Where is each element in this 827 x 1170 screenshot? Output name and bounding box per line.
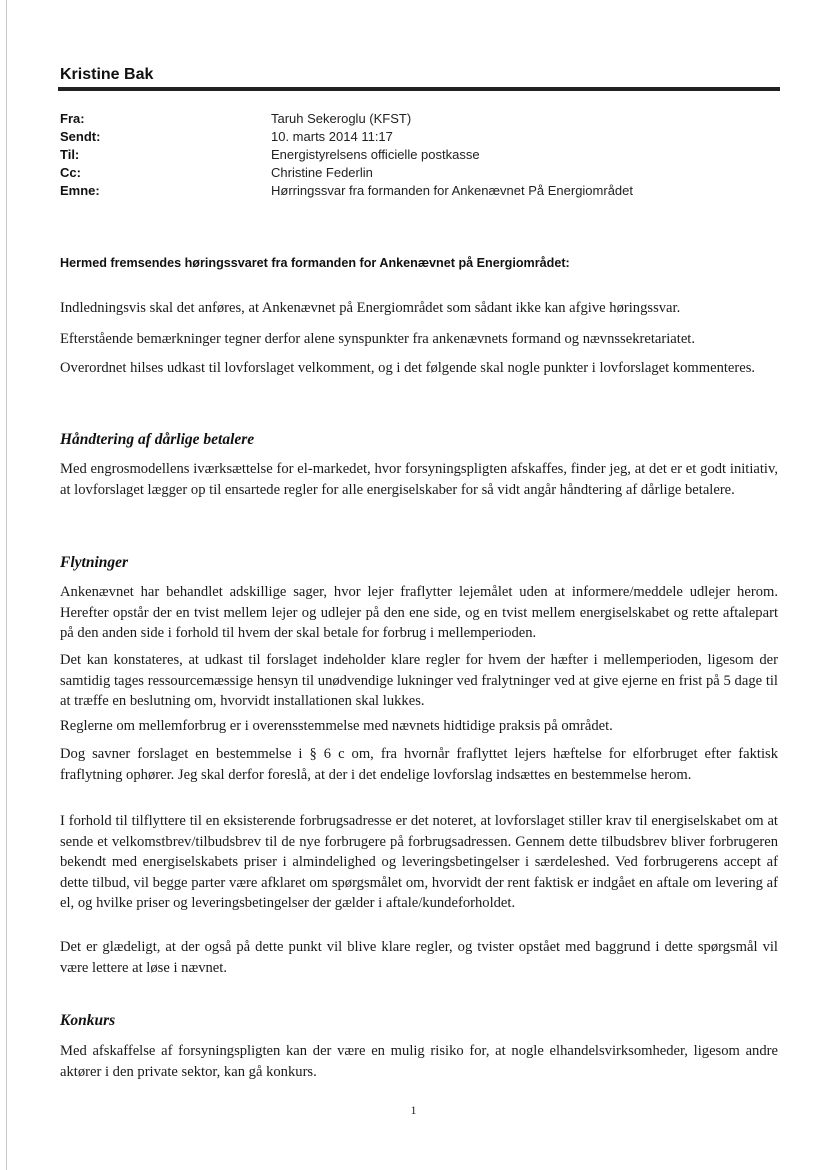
sent-label: Sendt: xyxy=(60,129,101,144)
intro-line: Hermed fremsendes høringssvaret fra formanden for Ankenævnet på Energiområdet: xyxy=(60,256,570,270)
paragraph-11: Med afskaffelse af forsyningspligten kan der være en mulig risiko for, at nogle elhandelsvirksomheder, ligesom andre aktører i den private sektor, kan gå konkurs. xyxy=(60,1043,778,1080)
paragraph-5: Ankenævnet har behandlet adskillige sager, hvor lejer fraflytter lejemålet uden at informere/meddele udlejer herom. Herefter opstår der en tvist mellem lejer og udlejer på den ene side, og en tvist mellem energiselskabet og rette aftalepart på den anden side i forhold til hvem der skal betale for forbrug i mellemperioden. xyxy=(60,584,778,641)
paragraph-8: Dog savner forslaget en bestemmelse i § 6 c om, fra hvornår fraflyttet lejers hæftelse for elforbruget efter faktisk fraflytning ophører. Jeg skal derfor foreslå, at der i det endelige lovforslag indsættes en bestemmelse herom. xyxy=(60,746,778,783)
cc-value: Christine Federlin xyxy=(271,165,373,180)
from-value: Taruh Sekeroglu (KFST) xyxy=(271,111,412,126)
paragraph-10: Det er glædeligt, at der også på dette punkt vil blive klare regler, og tvister opstået med baggrund i dette spørgsmål vil være lettere at løse i nævnet. xyxy=(60,939,778,976)
paragraph-4: Med engrosmodellens iværksættelse for el-markedet, hvor forsyningspligten afskaffes, finder jeg, at det er et godt initiativ, at lovforslaget lægger op til ensartede regler for alle energiselskaber for så vidt angår håndtering af dårlige betalere. xyxy=(60,461,778,498)
to-label: Til: xyxy=(60,147,80,162)
paragraph-1: Indledningsvis skal det anføres, at Ankenævnet på Energiområdet som sådant ikke kan afgive høringssvar. xyxy=(60,300,681,316)
heading-bad-payers: Håndtering af dårlige betalere xyxy=(60,431,255,448)
header-divider xyxy=(58,87,780,91)
from-label: Fra: xyxy=(60,111,85,126)
paragraph-6: Det kan konstateres, at udkast til forslaget indeholder klare regler for hvem der hæfter i mellemperioden, ligesom der samtidig tages ressourcemæssige hensyn til unødvendige lukninger ved fralytninger ved at give ejerne en frist på 5 dage til at træffe en beslutning om, hvorvidt installationen skal lukkes. xyxy=(60,652,778,709)
heading-moving: Flytninger xyxy=(60,554,129,571)
paragraph-7: Reglerne om mellemforbrug er i overensstemmelse med nævnets hidtidige praksis på området. xyxy=(60,718,613,734)
paragraph-3: Overordnet hilses udkast til lovforslaget velkomment, og i det følgende skal nogle punkter i lovforslaget kommenteres. xyxy=(60,360,756,376)
heading-bankruptcy: Konkurs xyxy=(60,1012,116,1029)
page-number: 1 xyxy=(410,1103,417,1117)
page-edge-line xyxy=(6,0,7,1170)
to-value: Energistyrelsens officielle postkasse xyxy=(271,147,480,162)
sent-value: 10. marts 2014 11:17 xyxy=(271,129,393,144)
sender-name: Kristine Bak xyxy=(60,66,154,83)
paragraph-2: Efterstående bemærkninger tegner derfor alene synspunkter fra ankenævnets formand og nævnssekretariatet. xyxy=(60,331,696,347)
paragraph-9: I forhold til tilflyttere til en eksisterende forbrugsadresse er det noteret, at lovforslaget stiller krav til energiselskabet om at sende et velkomstbrev/tilbudsbrev til de nye forbrugere på forbrugsadressen. Gennem dette tilbudsbrev bliver forbrugeren bekendt med energiselskabets priser i almindelighed og leveringsbetingelser i særdeleshed. Ved forbrugerens accept af dette tilbud, vil begge parter være afklaret om spørgsmålet om, hvorvidt der rent faktisk er indgået en aftale om levering af el, og hvilke priser og leveringsbetingelser der gælder i aftale/kundeforholdet. xyxy=(60,813,778,911)
cc-label: Cc: xyxy=(60,165,81,180)
subject-value: Hørringssvar fra formanden for Ankenævnet På Energiområdet xyxy=(271,183,634,198)
subject-label: Emne: xyxy=(60,183,100,198)
